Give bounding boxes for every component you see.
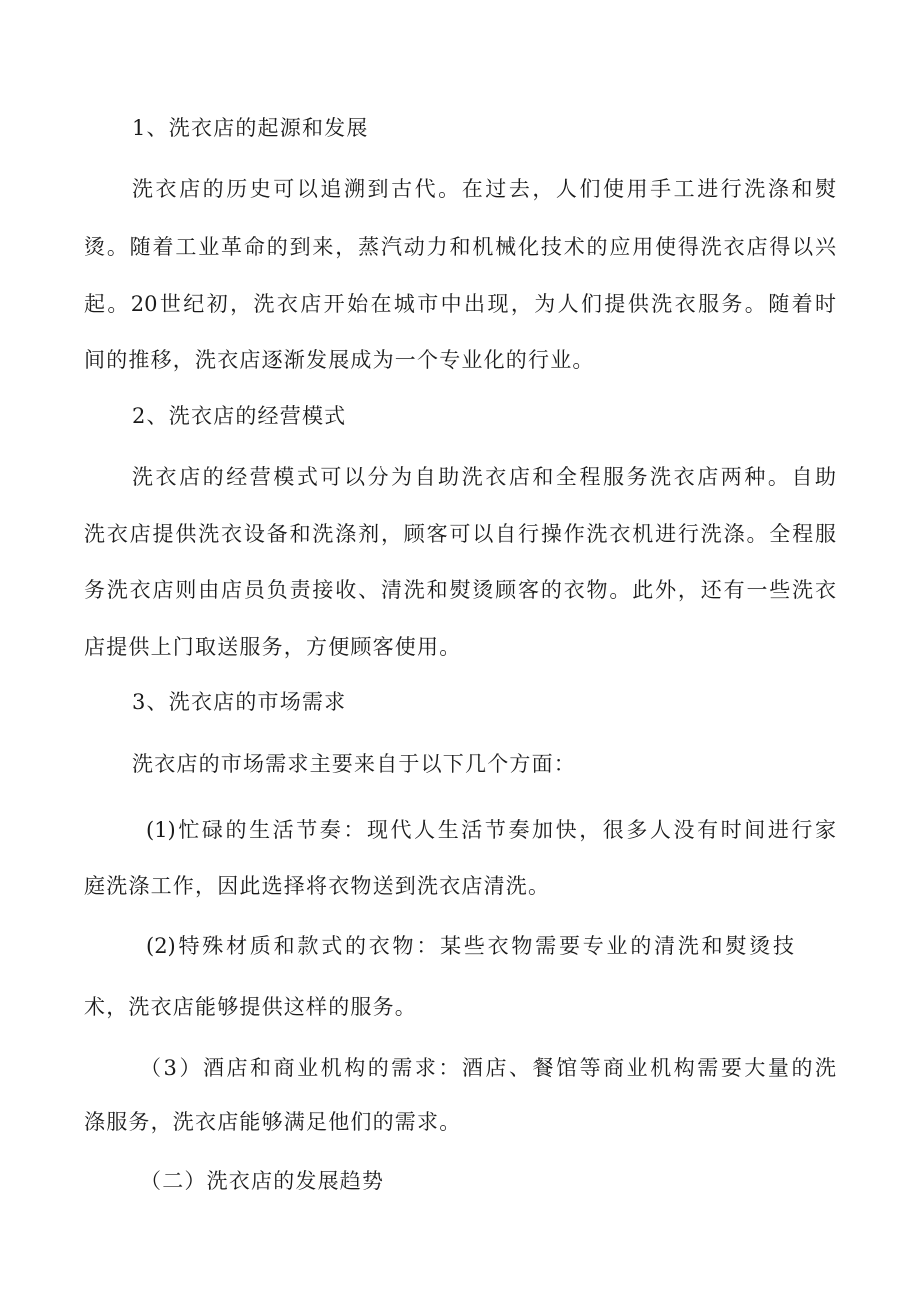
section-2-paragraph-line: 务洗衣店则由店员负责接收、清洗和熨烫顾客的衣物。此外，还有一些洗衣 xyxy=(84,578,836,602)
section-1-paragraph-line: 烫。随着工业革命的到来，蒸汽动力和机械化技术的应用使得洗衣店得以兴 xyxy=(84,235,836,259)
section-1-paragraph-line: 间的推移，洗衣店逐渐发展成为一个专业化的行业。 xyxy=(84,348,595,372)
section-1-paragraph-line: 起。20世纪初，洗衣店开始在城市中出现，为人们提供洗衣服务。随着时 xyxy=(84,292,836,316)
list-item-3-line-2: 涤服务，洗衣店能够满足他们的需求。 xyxy=(84,1110,462,1134)
section-1-heading: 1、洗衣店的起源和发展 xyxy=(132,116,369,140)
section-2-heading: 2、洗衣店的经营模式 xyxy=(132,404,347,428)
subheading: （二）洗衣店的发展趋势 xyxy=(140,1169,385,1193)
section-2-paragraph-line: 店提供上门取送服务，方便顾客使用。 xyxy=(84,635,462,659)
list-item-1-line-1: (1)忙碌的生活节奏：现代人生活节奏加快，很多人没有时间进行家 xyxy=(146,818,836,842)
list-item-2-line-1: (2)特殊材质和款式的衣物：某些衣物需要专业的清洗和熨烫技 xyxy=(146,934,794,958)
list-item-1-line-2: 庭洗涤工作，因此选择将衣物送到洗衣店清洗。 xyxy=(84,874,551,898)
list-item-2-line-2: 术，洗衣店能够提供这样的服务。 xyxy=(84,995,417,1019)
section-2-paragraph-line: 洗衣店的经营模式可以分为自助洗衣店和全程服务洗衣店两种。自助 xyxy=(132,465,836,489)
section-2-paragraph-line: 洗衣店提供洗衣设备和洗涤剂，顾客可以自行操作洗衣机进行洗涤。全程服 xyxy=(84,522,836,546)
section-3-intro: 洗衣店的市场需求主要来自于以下几个方面： xyxy=(132,752,576,776)
section-3-heading: 3、洗衣店的市场需求 xyxy=(132,690,347,714)
list-item-3-line-1: （3）酒店和商业机构的需求：酒店、餐馆等商业机构需要大量的洗 xyxy=(140,1056,836,1080)
section-1-paragraph-line: 洗衣店的历史可以追溯到古代。在过去，人们使用手工进行洗涤和熨 xyxy=(132,177,836,201)
